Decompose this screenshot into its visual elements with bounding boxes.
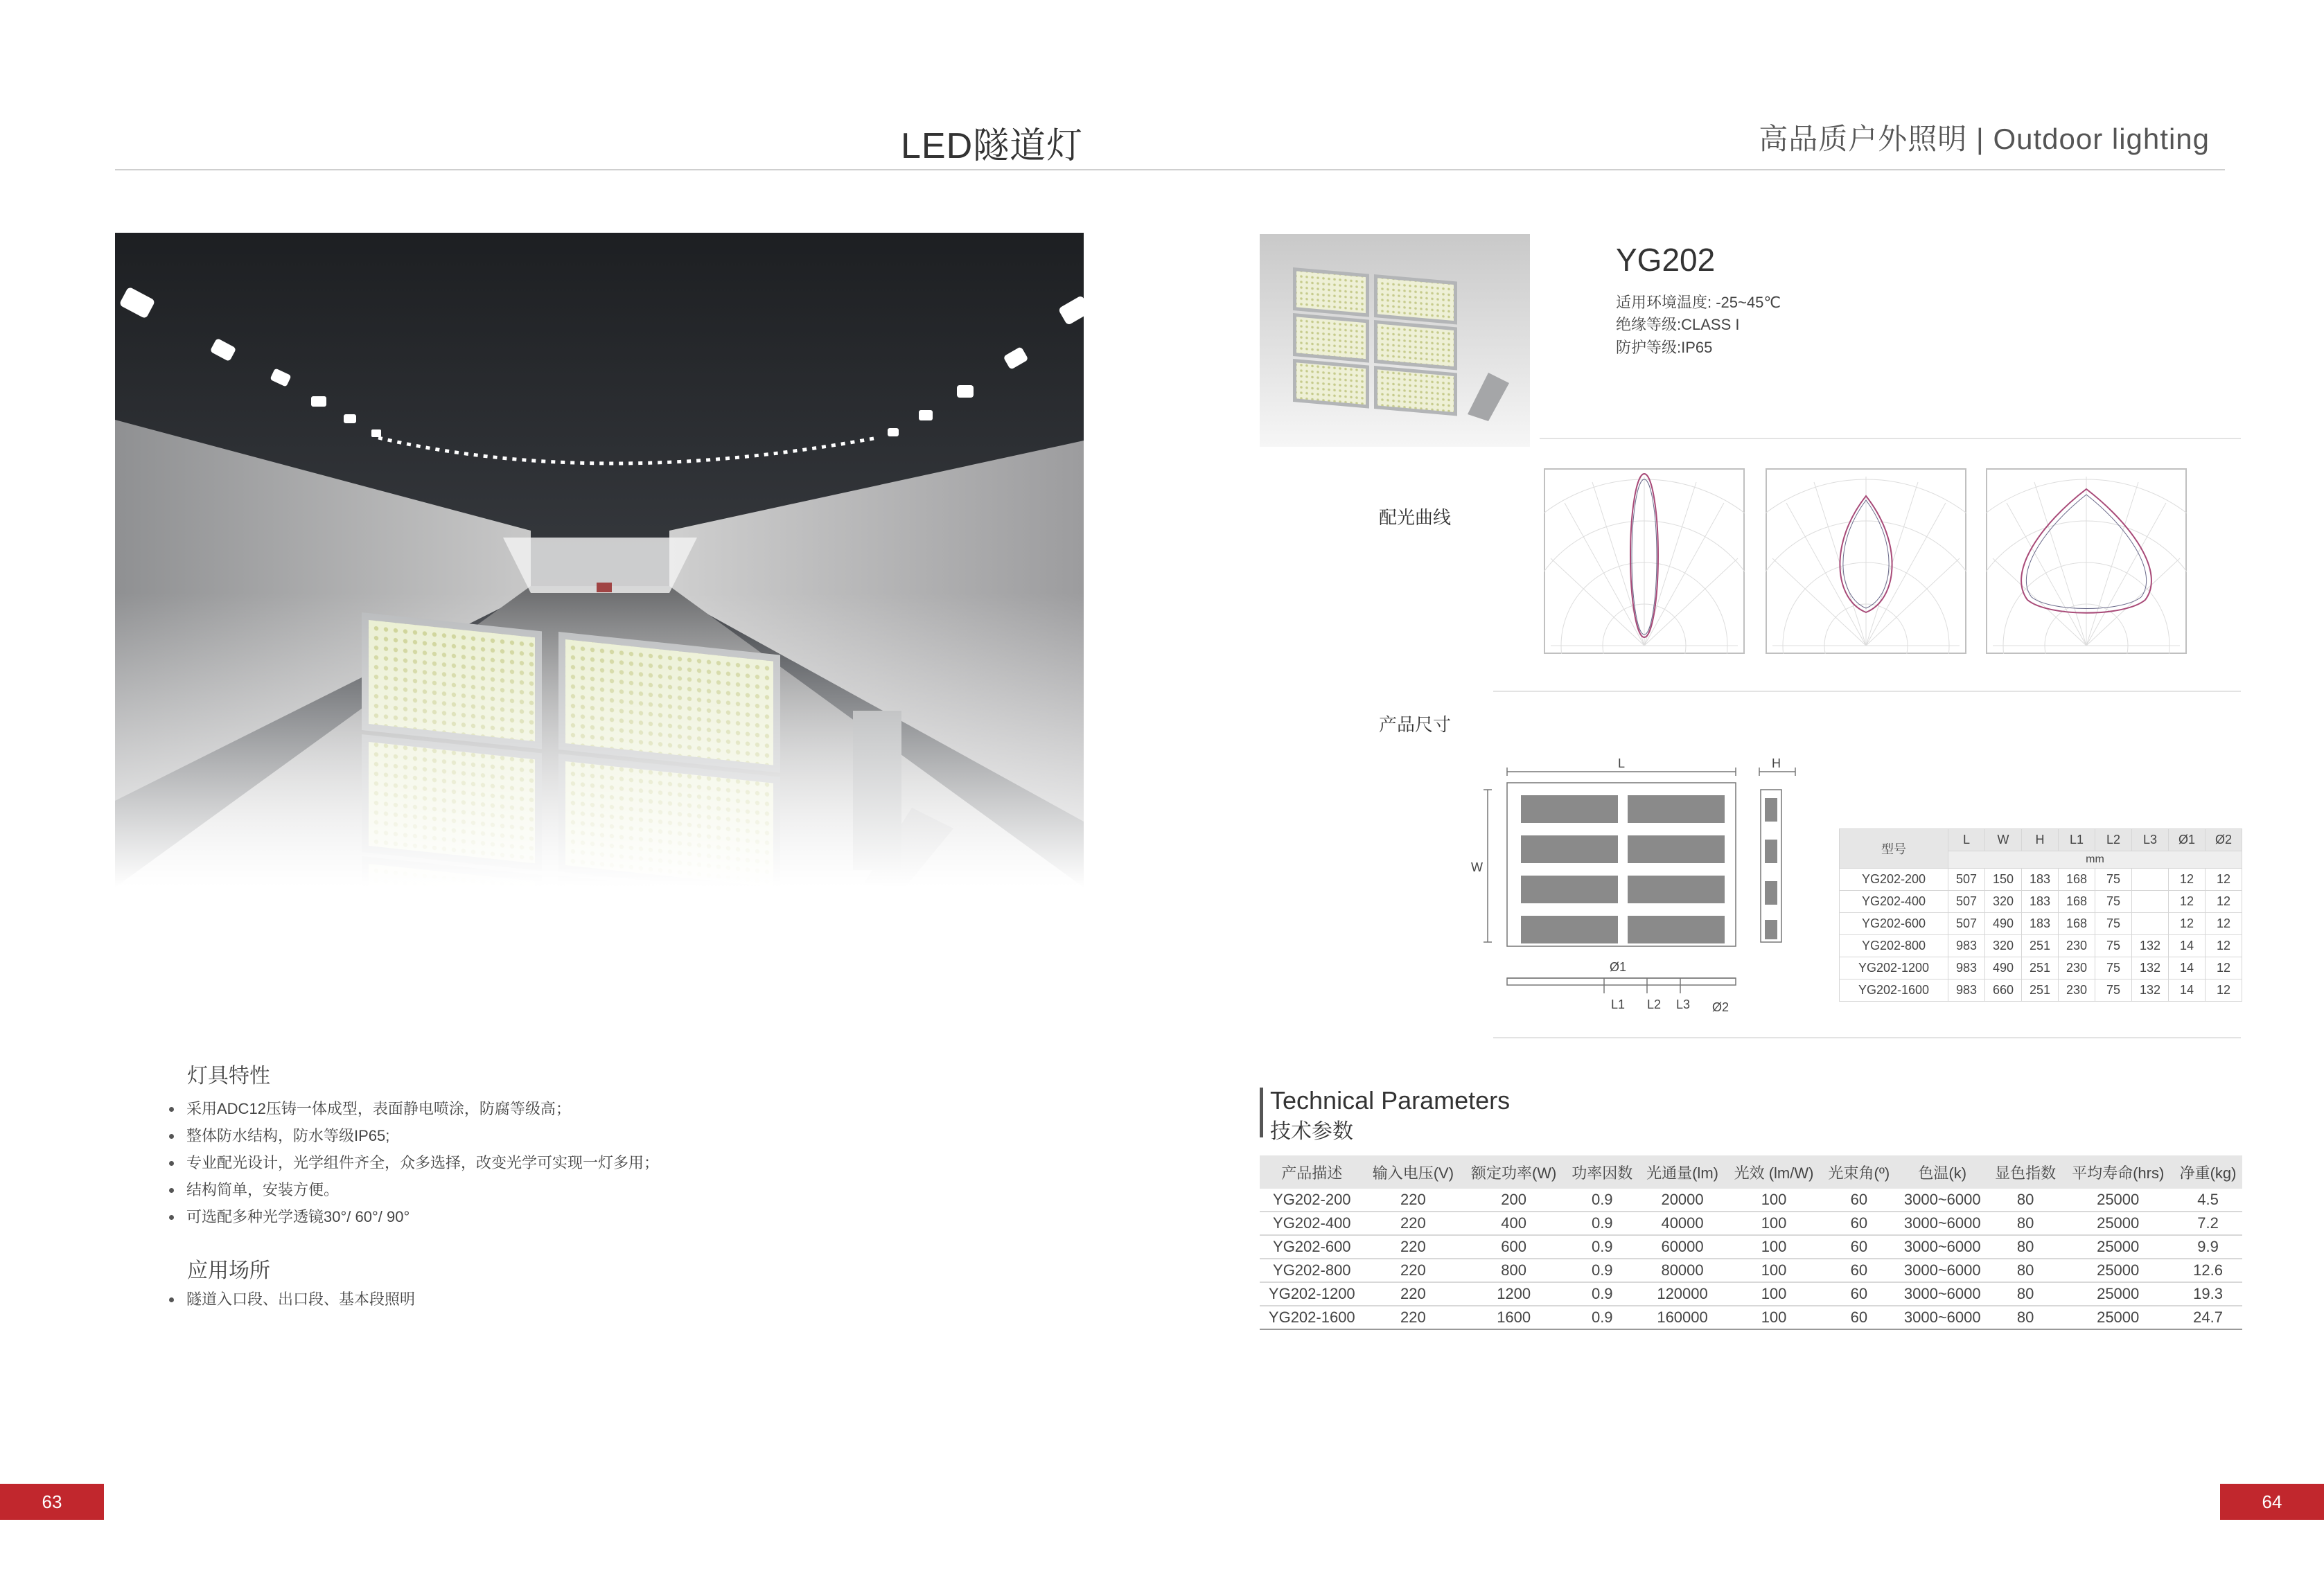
table-header-row bbox=[1260, 1155, 2242, 1189]
table-cell: 14 bbox=[2169, 935, 2206, 957]
header-divider bbox=[115, 169, 2225, 170]
column-header: 显色指数 bbox=[1989, 1155, 2062, 1189]
table-row bbox=[1260, 1212, 2242, 1235]
table-cell: YG202-800 bbox=[1260, 1259, 1364, 1282]
table-cell: 983 bbox=[1948, 979, 1985, 1002]
table-cell: 168 bbox=[2059, 869, 2095, 891]
table-cell: 168 bbox=[2059, 891, 2095, 913]
table-cell: 400 bbox=[1462, 1212, 1565, 1235]
features-title: 灯具特性 bbox=[187, 1065, 270, 1088]
table-cell: 600 bbox=[1462, 1235, 1565, 1259]
list-item: 可选配多种光学透镜30°/ 60°/ 90° bbox=[169, 1203, 659, 1230]
table-cell: 507 bbox=[1948, 891, 1985, 913]
list-item: 结构简单，安装方便。 bbox=[169, 1176, 659, 1203]
bullet-icon bbox=[169, 1215, 174, 1220]
table-cell: YG202-400 bbox=[1840, 891, 1948, 913]
table-cell: 12 bbox=[2206, 979, 2242, 1002]
hero-tunnel-photo bbox=[115, 233, 1084, 887]
table-row bbox=[1840, 891, 2242, 913]
table-row bbox=[1260, 1259, 2242, 1282]
table-cell: 150 bbox=[1985, 869, 2022, 891]
table-cell: YG202-1600 bbox=[1260, 1306, 1364, 1329]
table-cell: 1200 bbox=[1462, 1282, 1565, 1306]
light-curve-30 bbox=[1544, 468, 1745, 654]
table-cell: 100 bbox=[1726, 1259, 1822, 1282]
table-cell: YG202-200 bbox=[1260, 1189, 1364, 1212]
table-cell: 320 bbox=[1985, 891, 2022, 913]
table-cell: 12 bbox=[2169, 913, 2206, 935]
table-cell: 24.7 bbox=[2174, 1306, 2242, 1329]
tech-title-cn: 技术参数 bbox=[1270, 1120, 1353, 1143]
section-divider bbox=[1540, 438, 2241, 439]
column-header: 光效 (lm/W) bbox=[1726, 1155, 1822, 1189]
table-cell: 132 bbox=[2132, 935, 2169, 957]
section-divider bbox=[1493, 691, 2241, 692]
table-cell: YG202-1200 bbox=[1840, 957, 1948, 979]
table-cell: 160000 bbox=[1639, 1306, 1725, 1329]
tech-params-table-body bbox=[1260, 1189, 2242, 1329]
label-L3: L3 bbox=[1676, 998, 1691, 1011]
table-cell: 168 bbox=[2059, 913, 2095, 935]
table-cell: 183 bbox=[2022, 913, 2059, 935]
table-cell: 75 bbox=[2095, 979, 2132, 1002]
table-cell: 60 bbox=[1822, 1282, 1896, 1306]
product-thumbnail bbox=[1260, 234, 1530, 447]
column-header: 色温(k) bbox=[1896, 1155, 1989, 1189]
table-cell: 0.9 bbox=[1565, 1235, 1639, 1259]
table-cell: 220 bbox=[1364, 1259, 1463, 1282]
table-cell: 25000 bbox=[2062, 1306, 2174, 1329]
table-cell: 0.9 bbox=[1565, 1189, 1639, 1212]
light-curve-60 bbox=[1766, 468, 1966, 654]
table-row bbox=[1840, 957, 2242, 979]
table-cell: 220 bbox=[1364, 1189, 1463, 1212]
table-cell: 0.9 bbox=[1565, 1306, 1639, 1329]
column-header: L2 bbox=[2095, 829, 2132, 851]
column-header: 产品描述 bbox=[1260, 1155, 1364, 1189]
table-cell: 12 bbox=[2169, 869, 2206, 891]
column-header: L3 bbox=[2132, 829, 2169, 851]
table-cell: 80 bbox=[1989, 1259, 2062, 1282]
table-cell: 80 bbox=[1989, 1212, 2062, 1235]
table-cell: 983 bbox=[1948, 935, 1985, 957]
table-cell: 25000 bbox=[2062, 1235, 2174, 1259]
product-model: YG202 bbox=[1616, 242, 1716, 278]
table-cell: 100 bbox=[1726, 1212, 1822, 1235]
table-cell: 75 bbox=[2095, 935, 2132, 957]
table-cell: 983 bbox=[1948, 957, 1985, 979]
dimensions-table-body bbox=[1840, 869, 2242, 1002]
table-cell: 100 bbox=[1726, 1189, 1822, 1212]
table-cell: 251 bbox=[2022, 935, 2059, 957]
table-cell: 320 bbox=[1985, 935, 2022, 957]
table-cell: 75 bbox=[2095, 891, 2132, 913]
dimensions-table bbox=[1839, 828, 2242, 1002]
table-cell: YG202-600 bbox=[1840, 913, 1948, 935]
table-cell: 0.9 bbox=[1565, 1282, 1639, 1306]
table-cell: 100 bbox=[1726, 1306, 1822, 1329]
applications-title: 应用场所 bbox=[187, 1259, 270, 1282]
bullet-icon bbox=[169, 1107, 174, 1112]
table-cell: 183 bbox=[2022, 869, 2059, 891]
table-cell: 100 bbox=[1726, 1282, 1822, 1306]
table-cell: 80000 bbox=[1639, 1259, 1725, 1282]
table-row bbox=[1260, 1235, 2242, 1259]
dimension-drawing bbox=[1465, 755, 1833, 1018]
light-curve-90 bbox=[1986, 468, 2187, 654]
table-cell: 80 bbox=[1989, 1189, 2062, 1212]
label-phi2: Ø2 bbox=[1712, 1000, 1729, 1014]
table-cell: 60000 bbox=[1639, 1235, 1725, 1259]
column-header: 光束角(º) bbox=[1822, 1155, 1896, 1189]
table-cell: 3000~6000 bbox=[1896, 1189, 1989, 1212]
table-row bbox=[1840, 913, 2242, 935]
table-cell: 230 bbox=[2059, 935, 2095, 957]
bullet-icon bbox=[169, 1134, 174, 1139]
table-cell: 132 bbox=[2132, 979, 2169, 1002]
page-number-left: 63 bbox=[0, 1484, 104, 1520]
table-cell: YG202-200 bbox=[1840, 869, 1948, 891]
table-cell: YG202-1200 bbox=[1260, 1282, 1364, 1306]
table-cell: 25000 bbox=[2062, 1259, 2174, 1282]
column-header: 额定功率(W) bbox=[1462, 1155, 1565, 1189]
table-row bbox=[1840, 935, 2242, 957]
table-cell: 0.9 bbox=[1565, 1212, 1639, 1235]
column-header: 光通量(lm) bbox=[1639, 1155, 1725, 1189]
page-number-right: 64 bbox=[2220, 1484, 2324, 1520]
table-cell: 3000~6000 bbox=[1896, 1212, 1989, 1235]
features-list bbox=[169, 1095, 659, 1230]
table-cell: 220 bbox=[1364, 1235, 1463, 1259]
table-row bbox=[1260, 1282, 2242, 1306]
table-cell: 132 bbox=[2132, 957, 2169, 979]
spec-insulation: 绝缘等级:CLASS I bbox=[1616, 316, 1740, 333]
table-cell: 251 bbox=[2022, 979, 2059, 1002]
table-row bbox=[1260, 1306, 2242, 1329]
tech-title-en: Technical Parameters bbox=[1270, 1086, 1511, 1115]
label-H: H bbox=[1772, 756, 1781, 770]
column-header: 净重(kg) bbox=[2174, 1155, 2242, 1189]
table-cell: 100 bbox=[1726, 1235, 1822, 1259]
table-cell: 660 bbox=[1985, 979, 2022, 1002]
table-cell: YG202-600 bbox=[1260, 1235, 1364, 1259]
table-cell: 25000 bbox=[2062, 1282, 2174, 1306]
applications-list bbox=[169, 1286, 415, 1313]
table-cell: 12 bbox=[2169, 891, 2206, 913]
label-W: W bbox=[1471, 860, 1483, 874]
table-cell bbox=[2132, 891, 2169, 913]
table-cell: 12 bbox=[2206, 957, 2242, 979]
section-divider bbox=[1493, 1037, 2241, 1038]
table-cell: YG202-1600 bbox=[1840, 979, 1948, 1002]
table-cell: 75 bbox=[2095, 957, 2132, 979]
table-cell: 3000~6000 bbox=[1896, 1259, 1989, 1282]
table-cell: 230 bbox=[2059, 957, 2095, 979]
table-cell: 0.9 bbox=[1565, 1259, 1639, 1282]
table-row bbox=[1840, 869, 2242, 891]
list-item: 整体防水结构，防水等级IP65; bbox=[169, 1122, 659, 1149]
table-cell: 80 bbox=[1989, 1235, 2062, 1259]
label-L2: L2 bbox=[1647, 998, 1662, 1011]
column-header: Ø2 bbox=[2206, 829, 2242, 851]
table-cell: 183 bbox=[2022, 891, 2059, 913]
column-header: W bbox=[1985, 829, 2022, 851]
column-header: L1 bbox=[2059, 829, 2095, 851]
page-title: LED隧道灯 bbox=[901, 126, 1084, 166]
table-cell: 220 bbox=[1364, 1212, 1463, 1235]
label-phi1: Ø1 bbox=[1610, 960, 1627, 974]
spec-protection: 防护等级:IP65 bbox=[1616, 339, 1713, 356]
table-cell: 9.9 bbox=[2174, 1235, 2242, 1259]
spec-temperature: 适用环境温度: -25~45℃ bbox=[1616, 294, 1781, 311]
column-header: 平均寿命(hrs) bbox=[2062, 1155, 2174, 1189]
table-cell: 12 bbox=[2206, 935, 2242, 957]
column-header: 功率因数 bbox=[1565, 1155, 1639, 1189]
table-cell: 220 bbox=[1364, 1282, 1463, 1306]
label-L1: L1 bbox=[1611, 998, 1626, 1011]
table-cell: 25000 bbox=[2062, 1189, 2174, 1212]
table-header-row bbox=[1840, 829, 2242, 851]
unit-cell: mm bbox=[1948, 851, 2242, 869]
table-cell: 490 bbox=[1985, 913, 2022, 935]
label-L: L bbox=[1618, 756, 1626, 770]
table-cell: 60 bbox=[1822, 1189, 1896, 1212]
dimensions-label: 产品尺寸 bbox=[1379, 714, 1452, 735]
table-cell: 7.2 bbox=[2174, 1212, 2242, 1235]
table-row bbox=[1840, 979, 2242, 1002]
table-cell: 19.3 bbox=[2174, 1282, 2242, 1306]
table-cell: 3000~6000 bbox=[1896, 1282, 1989, 1306]
table-cell: 60 bbox=[1822, 1235, 1896, 1259]
light-curve-label: 配光曲线 bbox=[1379, 507, 1452, 528]
table-cell: YG202-800 bbox=[1840, 935, 1948, 957]
column-header: Ø1 bbox=[2169, 829, 2206, 851]
table-cell: 12 bbox=[2206, 913, 2242, 935]
table-cell: 75 bbox=[2095, 869, 2132, 891]
table-cell: 75 bbox=[2095, 913, 2132, 935]
brand-tagline: 高品质户外照明 | Outdoor lighting bbox=[1759, 123, 2210, 155]
table-cell: 12 bbox=[2206, 869, 2242, 891]
table-cell: 507 bbox=[1948, 869, 1985, 891]
table-cell: 1600 bbox=[1462, 1306, 1565, 1329]
table-cell: 25000 bbox=[2062, 1212, 2174, 1235]
table-cell: 200 bbox=[1462, 1189, 1565, 1212]
column-header: L bbox=[1948, 829, 1985, 851]
table-cell: 120000 bbox=[1639, 1282, 1725, 1306]
table-cell: 60 bbox=[1822, 1306, 1896, 1329]
table-cell: 12 bbox=[2206, 891, 2242, 913]
table-cell: 20000 bbox=[1639, 1189, 1725, 1212]
table-cell: 14 bbox=[2169, 979, 2206, 1002]
table-cell: 3000~6000 bbox=[1896, 1306, 1989, 1329]
table-cell: 60 bbox=[1822, 1259, 1896, 1282]
table-cell: 40000 bbox=[1639, 1212, 1725, 1235]
column-header: 型号 bbox=[1840, 829, 1948, 869]
title-accent-bar bbox=[1260, 1088, 1263, 1137]
table-cell: 490 bbox=[1985, 957, 2022, 979]
bullet-icon bbox=[169, 1161, 174, 1166]
tech-params-table bbox=[1260, 1155, 2242, 1330]
table-cell: 3000~6000 bbox=[1896, 1235, 1989, 1259]
table-cell: 14 bbox=[2169, 957, 2206, 979]
table-cell: 80 bbox=[1989, 1306, 2062, 1329]
table-cell: 4.5 bbox=[2174, 1189, 2242, 1212]
table-cell: 80 bbox=[1989, 1282, 2062, 1306]
table-cell: 800 bbox=[1462, 1259, 1565, 1282]
list-item: 专业配光设计，光学组件齐全，众多选择，改变光学可实现一灯多用； bbox=[169, 1149, 659, 1176]
table-cell: 220 bbox=[1364, 1306, 1463, 1329]
table-cell: 12.6 bbox=[2174, 1259, 2242, 1282]
column-header: 输入电压(V) bbox=[1364, 1155, 1463, 1189]
bullet-icon bbox=[169, 1188, 174, 1193]
table-cell: 230 bbox=[2059, 979, 2095, 1002]
table-cell bbox=[2132, 869, 2169, 891]
table-cell: 507 bbox=[1948, 913, 1985, 935]
table-cell bbox=[2132, 913, 2169, 935]
table-cell: YG202-400 bbox=[1260, 1212, 1364, 1235]
table-row bbox=[1260, 1189, 2242, 1212]
table-cell: 251 bbox=[2022, 957, 2059, 979]
column-header: H bbox=[2022, 829, 2059, 851]
list-item: 隧道入口段、出口段、基本段照明 bbox=[169, 1286, 415, 1313]
table-cell: 60 bbox=[1822, 1212, 1896, 1235]
list-item: 采用ADC12压铸一体成型，表面静电喷涂，防腐等级高； bbox=[169, 1095, 659, 1122]
bullet-icon bbox=[169, 1297, 174, 1302]
